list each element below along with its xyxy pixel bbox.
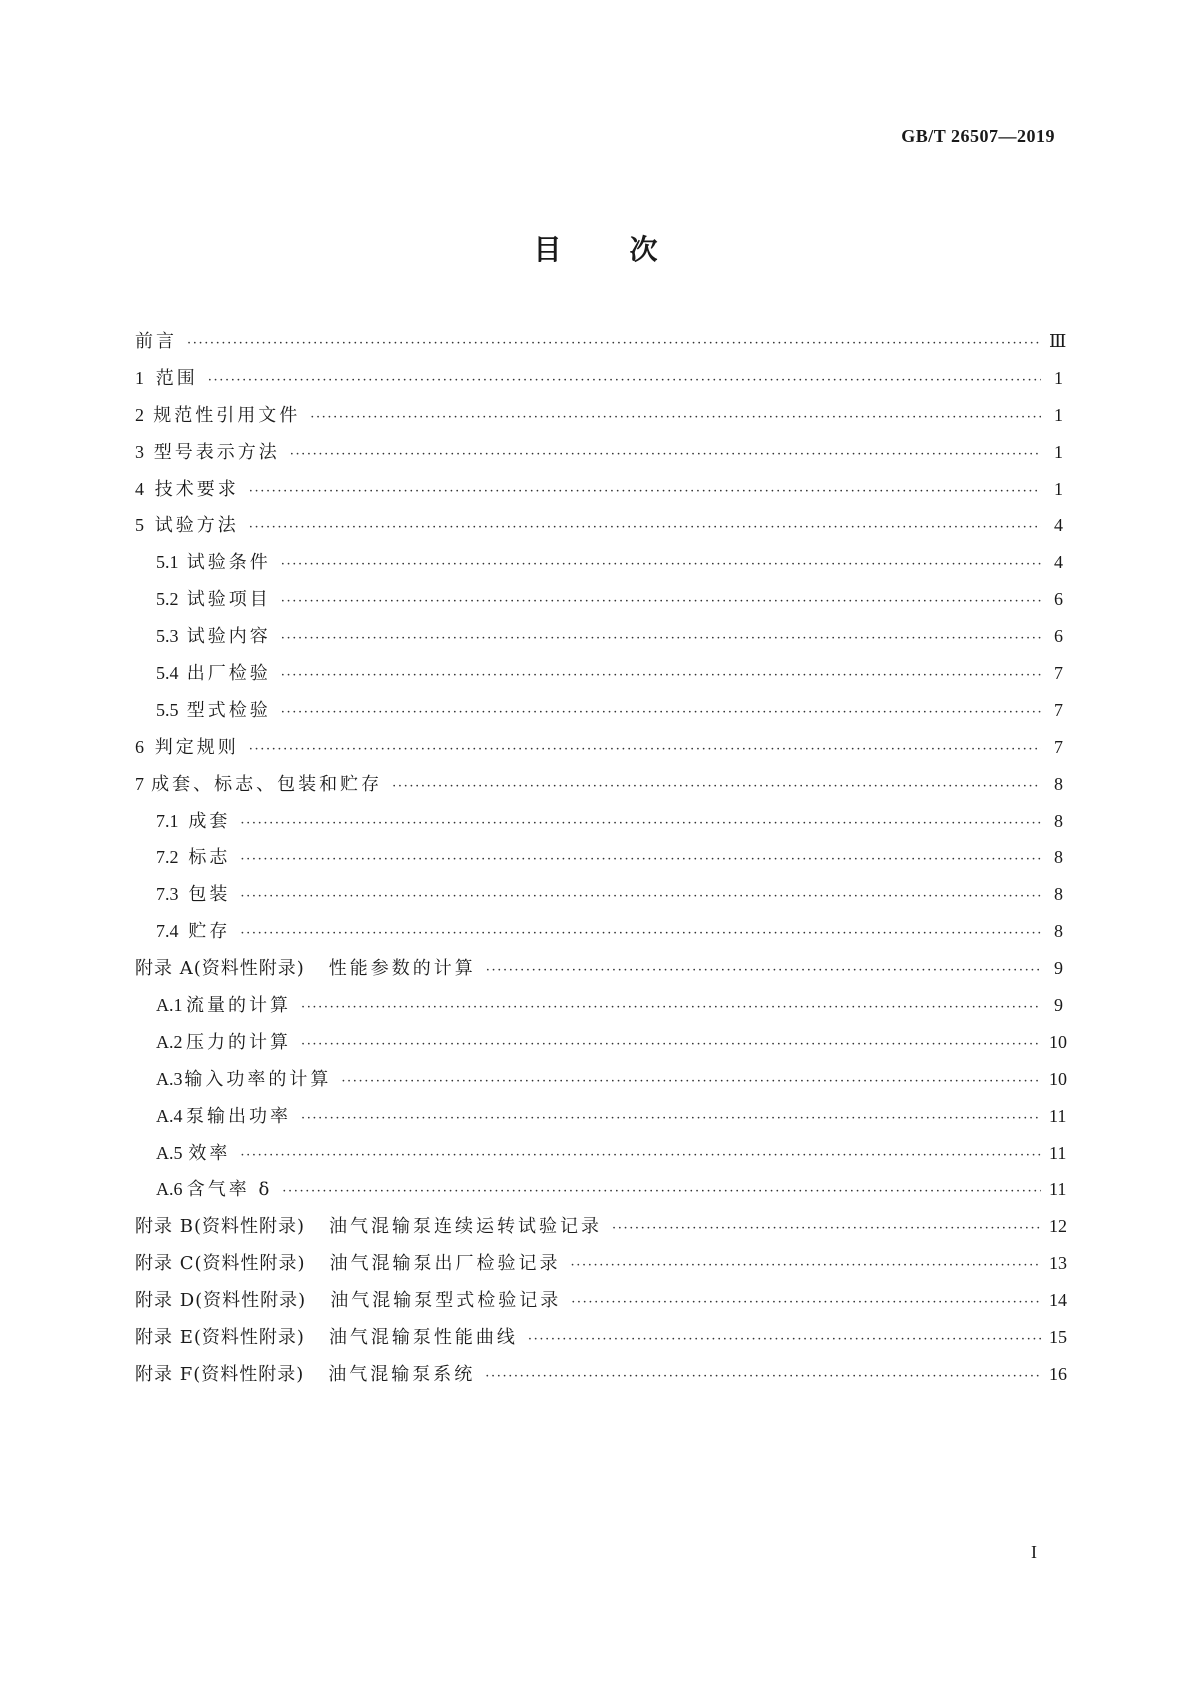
page-number: I	[1031, 1542, 1037, 1562]
toc-number: A.1	[156, 995, 183, 1016]
toc-number: A.3	[156, 1068, 183, 1089]
appendix-label: 附录 B(资料性附录)	[135, 1216, 305, 1238]
toc-page: 1	[1054, 404, 1063, 425]
toc-number: 5	[135, 515, 144, 536]
toc-page: 8	[1054, 921, 1063, 942]
toc-title: 型号表示方法	[153, 441, 280, 463]
appendix-label: 附录 D(资料性附录)	[135, 1290, 307, 1312]
title-char-2: 次	[629, 233, 658, 266]
toc-number: 2	[135, 404, 144, 425]
dot-leader	[290, 437, 1041, 474]
dot-leader	[310, 400, 1041, 437]
toc-title: 流量的计算	[185, 995, 291, 1017]
toc-entry-5-2[interactable]	[135, 581, 1063, 618]
appendix-label: 附录 F(资料性附录)	[135, 1363, 305, 1385]
dot-leader	[571, 1248, 1041, 1285]
toc-entry-7[interactable]	[135, 766, 1063, 803]
toc-page: 4	[1054, 552, 1063, 573]
dot-leader	[249, 474, 1041, 511]
toc-page: 10	[1049, 1031, 1067, 1052]
toc-page: 13	[1049, 1253, 1067, 1274]
toc-title: 贮存	[188, 921, 231, 943]
dot-leader	[281, 584, 1041, 621]
toc-entry-7-2[interactable]	[135, 839, 1063, 876]
toc-title: 判定规则	[154, 736, 239, 758]
dot-leader	[240, 806, 1041, 843]
toc-page: 10	[1049, 1068, 1067, 1089]
toc-entry-a-6[interactable]	[135, 1171, 1067, 1208]
dot-leader	[240, 879, 1041, 916]
dot-leader	[240, 916, 1041, 953]
toc-entry-5-3[interactable]	[135, 618, 1063, 655]
toc-page: 11	[1049, 1142, 1067, 1163]
toc-page: 14	[1049, 1290, 1067, 1311]
dot-leader	[301, 1101, 1041, 1138]
toc-page: 1	[1054, 478, 1063, 499]
toc-entry-5-5[interactable]	[135, 692, 1063, 729]
toc-title: 油气混输泵性能曲线	[328, 1327, 518, 1349]
toc-number: 1	[135, 367, 144, 388]
toc-title: 泵输出功率	[185, 1105, 291, 1127]
appendix-label: 附录 E(资料性附录)	[135, 1327, 305, 1349]
toc-page: 8	[1054, 810, 1063, 831]
toc-title: 油气混输泵出厂检验记录	[329, 1253, 561, 1275]
toc-page: 8	[1054, 847, 1063, 868]
page-title	[0, 228, 1191, 268]
dot-leader	[281, 621, 1041, 658]
toc-number: 7	[135, 773, 144, 794]
dot-leader	[249, 732, 1041, 769]
dot-leader	[341, 1064, 1041, 1101]
dot-leader	[282, 1174, 1041, 1211]
dot-leader	[249, 510, 1041, 547]
toc-number: 5.1	[156, 552, 179, 573]
toc-number: 5.5	[156, 699, 179, 720]
dot-leader	[486, 953, 1041, 990]
toc-entry-1[interactable]	[135, 360, 1063, 397]
toc-page: 11	[1049, 1105, 1067, 1126]
toc-title: 标志	[188, 847, 231, 869]
toc-title: 试验条件	[186, 552, 271, 574]
toc-title: 试验内容	[186, 626, 271, 648]
toc-title: 技术要求	[154, 478, 239, 500]
dot-leader	[392, 769, 1041, 806]
toc-entry-appendix-b[interactable]	[135, 1208, 1067, 1245]
dot-leader	[301, 990, 1041, 1027]
toc-title: 成套、标志、包装和贮存	[151, 773, 383, 795]
toc-title: 压力的计算	[185, 1031, 291, 1053]
toc-page: 7	[1054, 736, 1063, 757]
toc-number: A.6	[156, 1179, 183, 1200]
dot-leader	[281, 547, 1041, 584]
toc-entry-appendix-f[interactable]	[135, 1356, 1067, 1393]
toc-title: 效率	[188, 1142, 231, 1164]
toc-page: Ⅲ	[1049, 331, 1067, 351]
toc-entry-a-2[interactable]	[135, 1024, 1067, 1061]
dot-leader	[281, 695, 1041, 732]
toc-entry-foreword[interactable]	[135, 323, 1067, 360]
toc-entry-appendix-d[interactable]	[135, 1282, 1067, 1319]
dot-leader	[528, 1322, 1041, 1359]
appendix-label: 附录 A(资料性附录)	[135, 958, 305, 980]
toc-entry-7-4[interactable]	[135, 913, 1063, 950]
toc-entry-6[interactable]	[135, 729, 1063, 766]
toc-entry-7-3[interactable]	[135, 876, 1063, 913]
toc-page: 11	[1049, 1179, 1067, 1200]
dot-leader	[240, 842, 1041, 879]
toc-title: 油气混输泵型式检验记录	[330, 1290, 562, 1312]
dot-leader	[281, 658, 1041, 695]
toc-page: 1	[1054, 441, 1063, 462]
toc-title: 出厂检验	[186, 663, 271, 685]
toc-entry-2[interactable]	[135, 397, 1063, 434]
dot-leader	[485, 1359, 1041, 1396]
toc-number: 5.2	[156, 589, 179, 610]
toc-page: 9	[1054, 995, 1063, 1016]
toc-title: 成套	[188, 810, 231, 832]
appendix-label: 附录 C(资料性附录)	[135, 1253, 306, 1275]
toc-number: A.4	[156, 1105, 183, 1126]
toc-entry-a-5[interactable]	[135, 1135, 1067, 1172]
toc-page: 6	[1054, 589, 1063, 610]
toc-entry-5-1[interactable]	[135, 544, 1063, 581]
toc-title: 性能参数的计算	[328, 958, 476, 980]
toc-entry-3[interactable]	[135, 434, 1063, 471]
toc-number: 5.3	[156, 626, 179, 647]
toc-entry-5-4[interactable]	[135, 655, 1063, 692]
toc-number: 3	[135, 441, 144, 462]
table-of-contents	[135, 323, 1067, 1393]
dot-leader	[301, 1027, 1041, 1064]
toc-title: 含气率 δ	[186, 1179, 273, 1201]
standard-code: GB/T 26507—2019	[901, 126, 1055, 146]
dot-leader	[208, 363, 1041, 400]
toc-page: 12	[1049, 1216, 1067, 1237]
toc-entry-appendix-c[interactable]	[135, 1245, 1067, 1282]
toc-title: 试验方法	[154, 515, 239, 537]
toc-number: 6	[135, 736, 144, 757]
toc-title: 试验项目	[186, 589, 271, 611]
toc-number: A.5	[156, 1142, 183, 1163]
toc-title: 包装	[188, 884, 231, 906]
toc-entry-7-1[interactable]	[135, 803, 1063, 840]
toc-number: 4	[135, 478, 144, 499]
toc-entry-a-3[interactable]	[135, 1061, 1067, 1098]
toc-page: 1	[1054, 367, 1063, 388]
toc-page: 4	[1054, 515, 1063, 536]
toc-number: 5.4	[156, 663, 179, 684]
dot-leader	[612, 1211, 1041, 1248]
toc-title: 型式检验	[186, 699, 271, 721]
toc-entry-4[interactable]	[135, 471, 1063, 508]
toc-page: 9	[1054, 958, 1063, 979]
toc-page: 7	[1054, 663, 1063, 684]
toc-title: 规范性引用文件	[153, 404, 301, 426]
toc-entry-a-4[interactable]	[135, 1098, 1067, 1135]
toc-title: 范围	[155, 367, 198, 389]
dot-leader	[571, 1285, 1041, 1322]
toc-title: 油气混输泵系统	[328, 1363, 476, 1385]
toc-page: 8	[1054, 884, 1063, 905]
dot-leader	[240, 1138, 1041, 1175]
toc-title: 油气混输泵连续运转试验记录	[329, 1216, 602, 1238]
toc-page: 6	[1054, 626, 1063, 647]
toc-page: 7	[1054, 699, 1063, 720]
toc-number: 7.4	[156, 921, 179, 942]
toc-title: 输入功率的计算	[184, 1068, 332, 1090]
title-char-1: 目	[533, 233, 562, 266]
toc-entry-a-1[interactable]	[135, 987, 1063, 1024]
toc-number: 7.3	[156, 884, 179, 905]
dot-leader	[187, 326, 1041, 363]
toc-entry-appendix-e[interactable]	[135, 1319, 1067, 1356]
toc-number: A.2	[156, 1031, 183, 1052]
toc-page: 16	[1049, 1363, 1067, 1384]
toc-entry-appendix-a[interactable]	[135, 950, 1063, 987]
toc-page: 8	[1054, 773, 1063, 794]
toc-entry-5[interactable]	[135, 507, 1063, 544]
toc-title: 前言	[135, 331, 177, 352]
toc-number: 7.1	[156, 810, 179, 831]
toc-number: 7.2	[156, 847, 179, 868]
toc-page: 15	[1049, 1327, 1067, 1348]
